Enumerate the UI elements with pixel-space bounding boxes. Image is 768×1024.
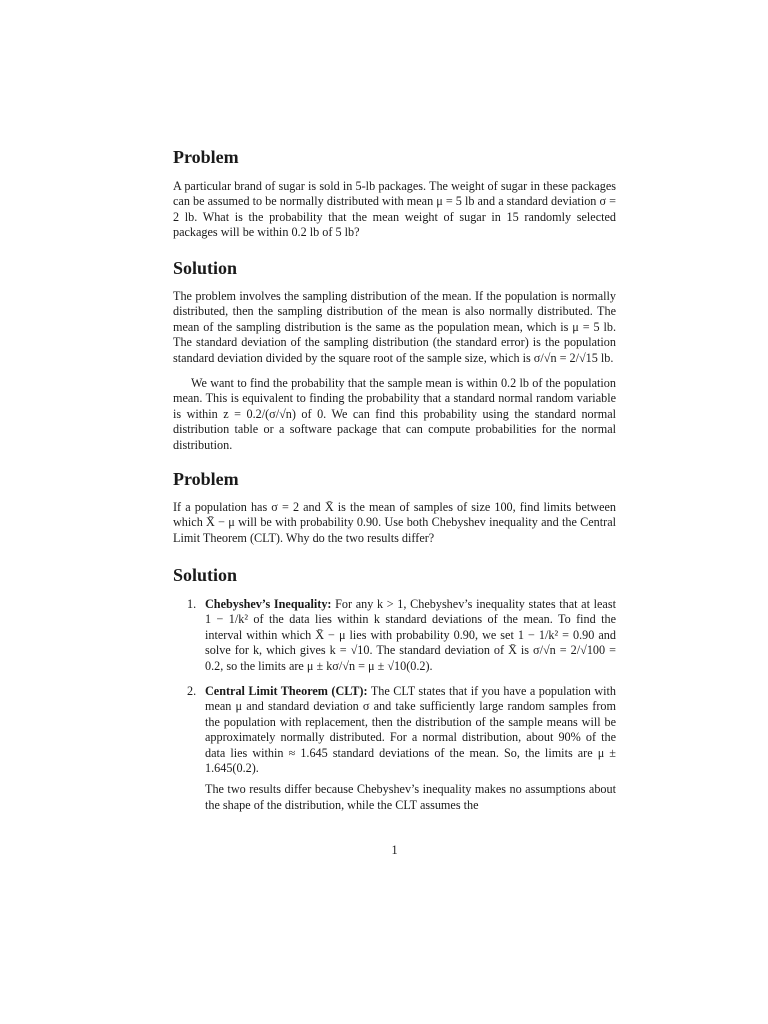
section-heading-solution-2: Solution <box>173 565 238 585</box>
solution-1-paragraph-2: We want to find the probability that the sample mean is within 0.2 lb of the population mean. This is equivalent to finding the probability that a standard normal random variable is within z = 0.2/(σ/√n) of 0. We can find this probability using the standard normal distribution table or a software package that can compute probabilities for the normal distribution. <box>173 376 616 452</box>
list-item-title: Chebyshev’s Inequality: <box>205 597 332 611</box>
list-item-text: For any k > 1, Chebyshev’s inequality states that at least 1 − 1/k² of the data lies within k standard deviations of the mean. To find the interval within which X̄ − μ lies with probability 0.90, we set 1 − 1/k² = 0.90 and solve for k, which gives k = √10. The standard deviation of X̄ is σ/√n = 2/√100 = 0.2, so the limits are μ ± kσ/√n = μ ± √10(0.2). <box>205 597 616 673</box>
section-heading-solution-1: Solution <box>173 258 238 278</box>
problem-2-text: If a population has σ = 2 and X̄ is the mean of samples of size 100, find limits between which X̄ − μ will be with probability 0.90. Use both Chebyshev inequality and the Central Limit Theorem (CLT). Why do the two results differ? <box>173 500 616 545</box>
list-item-number: 2. <box>187 684 197 699</box>
list-item-title: Central Limit Theorem (CLT): <box>205 684 368 699</box>
list-item-number: 1. <box>187 597 197 611</box>
page-number: 1 <box>391 843 398 857</box>
list-item-chebyshev <box>173 597 616 674</box>
solution-1-paragraph-1: The problem involves the sampling distribution of the mean. If the population is normally distributed, then the sampling distribution of the mean is also normally distributed. The mean of the sampling distribution is the same as the population mean, which is μ = 5 lb. The standard deviation of the sampling distribution (the standard error) is the population standard deviation divided by the square root of the sample size, which is σ/√n = 2/√15 lb. <box>173 289 616 365</box>
list-item-followup-text: The two results differ because Chebyshev’s inequality makes no assumptions about the shape of the distribution, while the CLT assumes the <box>205 782 616 812</box>
list-item-text: The CLT states that if you have a population with mean μ and standard deviation σ and take sufficiently large random samples from the population with replacement, then the distribution of the sample means will be approximately normally distributed. For a normal distribution, about 90% of the data lies within ≈ 1.645 standard deviations of the mean. So, the limits are μ ± 1.645(0.2). <box>205 684 617 776</box>
section-heading-problem-2: Problem <box>173 469 239 489</box>
section-heading-problem-1: Problem <box>173 147 239 167</box>
problem-1-text: A particular brand of sugar is sold in 5-lb packages. The weight of sugar in these packages can be assumed to be normally distributed with mean μ = 5 lb and a standard deviation σ = 2 lb. What is the probability that the mean weight of sugar in 15 randomly selected packages will be within 0.2 lb of 5 lb? <box>173 179 616 240</box>
list-item-clt <box>173 684 616 813</box>
solution-2-list <box>173 597 616 823</box>
